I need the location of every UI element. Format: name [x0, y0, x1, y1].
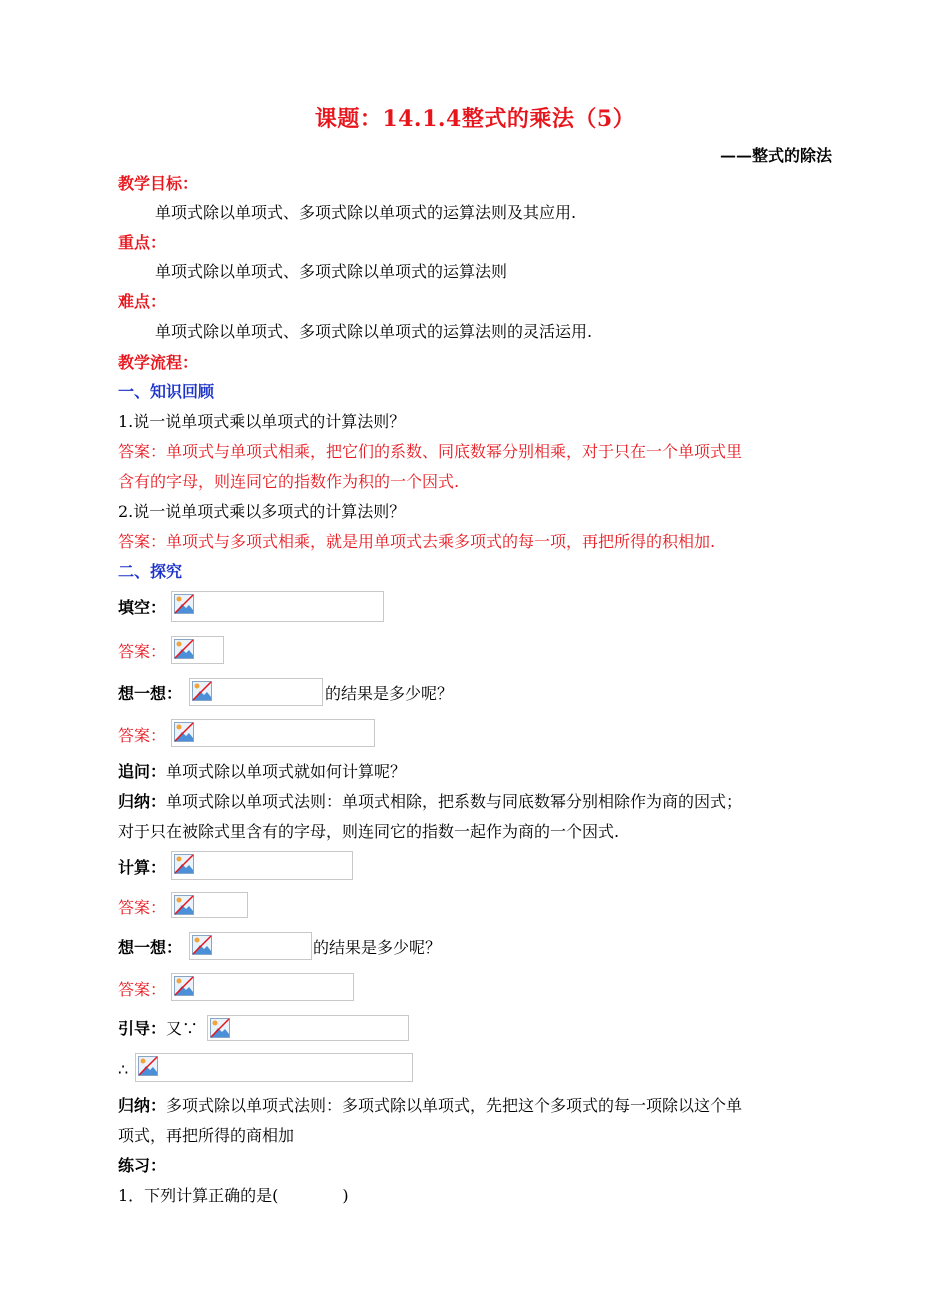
answer-label: 答案：	[118, 642, 167, 661]
calc-label: 计算：	[118, 858, 167, 877]
broken-image-icon	[192, 681, 212, 701]
answer-label: 答案：	[118, 898, 167, 917]
broken-image-icon	[192, 935, 212, 955]
broken-image-icon	[174, 722, 194, 742]
difficulties-text: 单项式除以单项式、多项式除以单项式的运算法则的灵活运用.	[155, 322, 593, 341]
formula-image	[189, 678, 323, 706]
summary-label: 归纳：	[118, 792, 167, 811]
objectives-label: 教学目标：	[118, 174, 199, 193]
summary-1-text-1: 单项式除以单项式法则：单项式相除，把系数与同底数幂分别相除作为商的因式；	[166, 792, 743, 811]
summary-2-line-1	[118, 1096, 742, 1116]
formula-image	[171, 973, 354, 1001]
followup-line	[118, 762, 406, 782]
practice-question-1: 1．下列计算正确的是( )	[118, 1186, 349, 1205]
objectives-text: 单项式除以单项式、多项式除以单项式的运算法则及其应用.	[155, 203, 577, 222]
summary-2-text-1: 多项式除以单项式法则：多项式除以单项式，先把这个多项式的每一项除以这个单	[166, 1096, 743, 1115]
review-answer-1-line-2: 含有的字母，则连同它的指数作为积的一个因式.	[118, 472, 460, 491]
therefore-symbol: ∴	[118, 1060, 129, 1079]
review-question-1: 1.说一说单项式乘以单项式的计算法则？	[118, 412, 406, 431]
explore-heading: 二、探究	[118, 562, 183, 581]
summary-1-line-2: 对于只在被除式里含有的字母，则连同它的指数一起作为商的一个因式.	[118, 822, 620, 841]
review-heading: 一、知识回顾	[118, 382, 215, 401]
fill-label: 填空：	[118, 598, 167, 617]
guide-label: 引导：	[118, 1019, 167, 1038]
summary-1-line-1	[118, 792, 742, 812]
review-answer-2: 答案：单项式与多项式相乘，就是用单项式去乘多项式的每一项，再把所得的积相加.	[118, 532, 716, 551]
practice-label: 练习：	[118, 1156, 167, 1175]
broken-image-icon	[174, 854, 194, 874]
key-points-text: 单项式除以单项式、多项式除以单项式的运算法则	[155, 262, 508, 281]
formula-image	[171, 636, 224, 664]
page-title: 课题：14.1.4整式的乘法（5）	[314, 106, 636, 132]
formula-image	[171, 892, 248, 918]
formula-image	[189, 932, 312, 960]
think-suffix: 的结果是多少呢？	[313, 938, 442, 957]
key-points-label: 重点：	[118, 233, 167, 252]
formula-image	[171, 719, 375, 747]
process-label: 教学流程：	[118, 353, 199, 372]
guide-line	[118, 1019, 198, 1039]
followup-text: 单项式除以单项式就如何计算呢？	[166, 762, 407, 781]
think-label: 想一想：	[118, 938, 183, 957]
think-suffix: 的结果是多少呢？	[325, 684, 454, 703]
broken-image-icon	[174, 594, 194, 614]
summary-label: 归纳：	[118, 1096, 167, 1115]
page-subtitle: ——整式的除法	[719, 146, 832, 165]
answer-label: 答案：	[118, 980, 167, 999]
summary-2-line-2: 项式，再把所得的商相加	[118, 1126, 295, 1145]
followup-label: 追问：	[118, 762, 167, 781]
broken-image-icon	[138, 1056, 158, 1076]
answer-label: 答案：	[118, 726, 167, 745]
broken-image-icon	[174, 895, 194, 915]
broken-image-icon	[174, 976, 194, 996]
broken-image-icon	[174, 639, 194, 659]
formula-image	[171, 591, 384, 622]
think-label: 想一想：	[118, 684, 183, 703]
broken-image-icon	[210, 1018, 230, 1038]
formula-image	[171, 851, 353, 880]
formula-image	[135, 1053, 413, 1082]
review-question-2: 2.说一说单项式乘以多项式的计算法则？	[118, 502, 406, 521]
review-answer-1-line-1: 答案：单项式与单项式相乘，把它们的系数、同底数幂分别相乘，对于只在一个单项式里	[118, 442, 743, 461]
formula-image	[207, 1015, 409, 1041]
guide-text: 又∵	[166, 1019, 199, 1038]
difficulties-label: 难点：	[118, 292, 167, 311]
